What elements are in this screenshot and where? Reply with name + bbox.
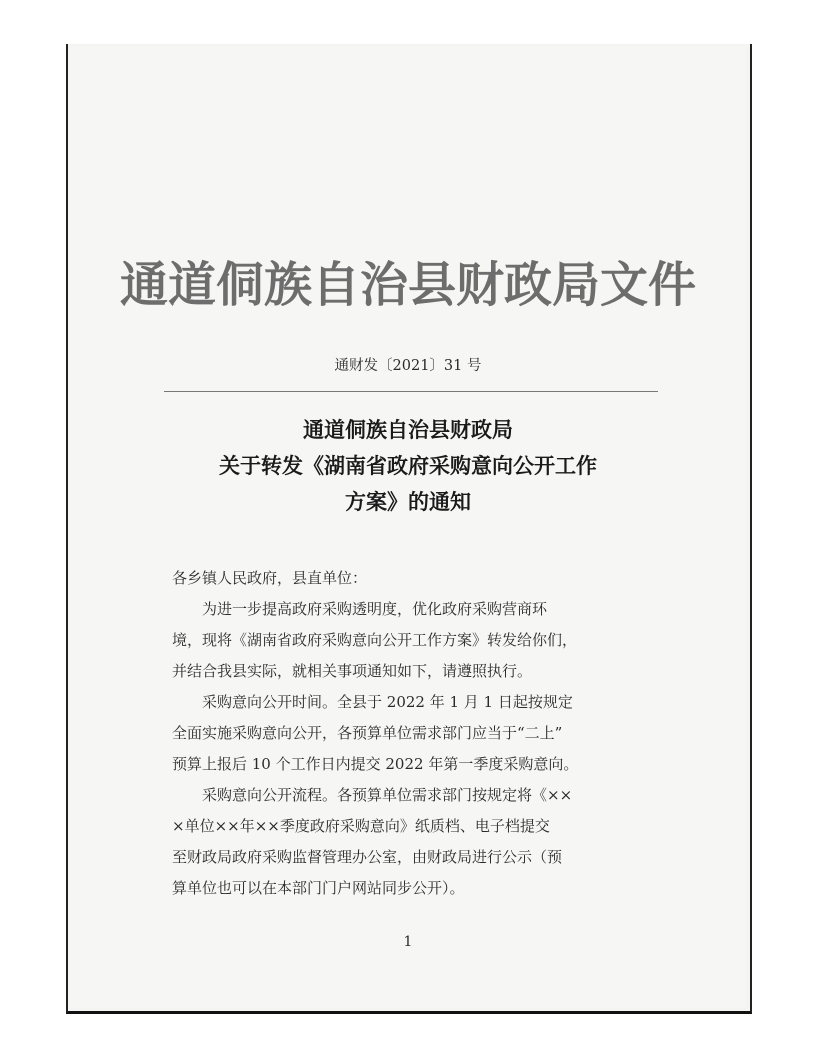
paragraph-line: 为进一步提高政府采购透明度，优化政府采购营商环 [202,600,548,618]
document-body [172,563,646,904]
paragraph-line: 全面实施采购意向公开，各预算单位需求部门应当于“二上” [172,724,563,742]
paragraph-line: 至财政局政府采购监督管理办公室，由财政局进行公示（预 [172,848,563,866]
paragraph-line: ×单位××年××季度政府采购意向》纸质档、电子档提交 [172,817,550,835]
page-number: 1 [403,934,413,950]
paragraph-line: 境，现将《湖南省政府采购意向公开工作方案》转发给你们， [172,631,578,649]
paragraph-line: 算单位也可以在本部门门户网站同步公开）。 [172,879,465,897]
paragraph-line: 并结合我县实际，就相关事项通知如下，请遵照执行。 [172,662,533,680]
paragraph-line: 采购意向公开时间。全县于 2022 年 1 月 1 日起按规定 [202,693,573,711]
title-line: 通道侗族自治县财政局 [303,417,513,442]
title-line: 方案》的通知 [345,489,471,514]
paragraph-line: 采购意向公开流程。各预算单位需求部门按规定将《×× [202,786,573,804]
document-number: 通财发〔2021〕31 号 [334,358,482,374]
salutation: 各乡镇人民政府，县直单位： [172,569,368,587]
document-title [130,412,686,520]
paragraph-line: 预算上报后 10 个工作日内提交 2022 年第一季度采购意向。 [172,755,579,773]
document-page [70,46,746,1008]
document-masthead: 通道侗族自治县财政局文件 [119,257,696,313]
header-divider [164,391,658,392]
title-line: 关于转发《湖南省政府采购意向公开工作 [219,453,597,478]
